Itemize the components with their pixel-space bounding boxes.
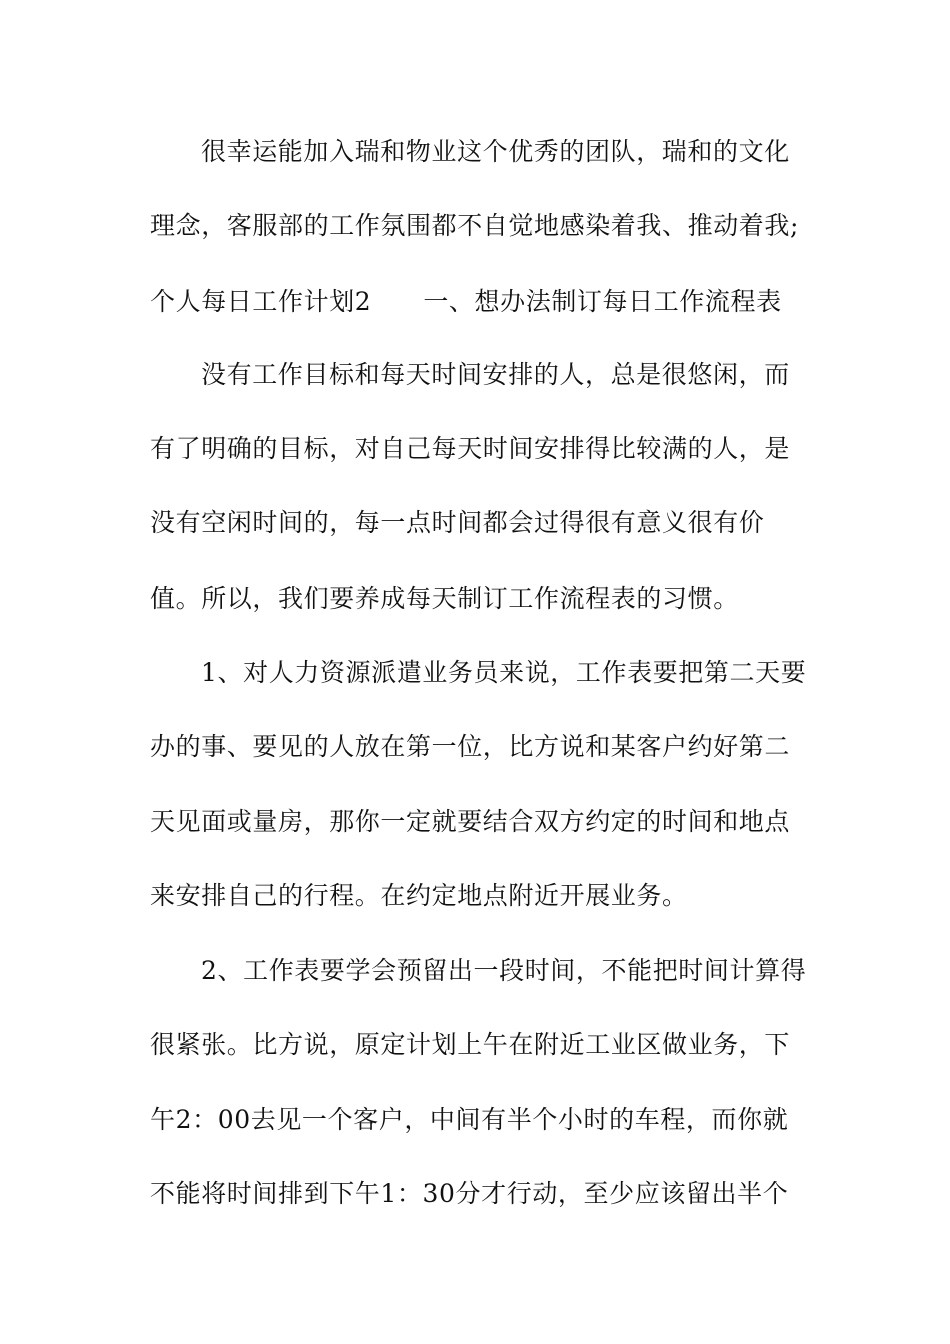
list-item-line: 办的事、要见的人放在第一位，比方说和某客户约好第二 xyxy=(150,732,791,761)
list-item-line: 不能将时间排到下午1：30分才行动，至少应该留出半个 xyxy=(150,1179,789,1208)
paragraph-line: 有了明确的目标，对自己每天时间安排得比较满的人，是 xyxy=(150,434,791,463)
list-item-line: 来安排自己的行程。在约定地点附近开展业务。 xyxy=(150,881,688,910)
list-item-line: 天见面或量房，那你一定就要结合双方约定的时间和地点 xyxy=(150,807,791,836)
paragraph-line: 值。所以，我们要养成每天制订工作流程表的习惯。 xyxy=(150,584,739,613)
paragraph-line: 没有空闲时间的，每一点时间都会过得很有意义很有价 xyxy=(150,508,765,537)
list-item-line: 很紧张。比方说，原定计划上午在附近工业区做业务，下 xyxy=(150,1030,791,1059)
paragraph-line: 理念，客服部的工作氛围都不自觉地感染着我、推动着我; xyxy=(150,211,800,240)
list-item-line: 午2：00去见一个客户，中间有半个小时的车程，而你就 xyxy=(150,1105,789,1134)
list-item-line: 1、对人力资源派遣业务员来说，工作表要把第二天要 xyxy=(201,658,807,687)
paragraph-line: 很幸运能加入瑞和物业这个优秀的团队，瑞和的文化 xyxy=(201,137,790,166)
heading-line xyxy=(150,284,810,320)
paragraph-line: 没有工作目标和每天时间安排的人，总是很悠闲，而 xyxy=(201,360,790,389)
list-item-line: 2、工作表要学会预留出一段时间，不能把时间计算得 xyxy=(201,956,807,985)
section-heading: 一、想办法制订每日工作流程表 xyxy=(423,287,782,316)
document-title: 个人每日工作计划2 xyxy=(150,287,372,316)
